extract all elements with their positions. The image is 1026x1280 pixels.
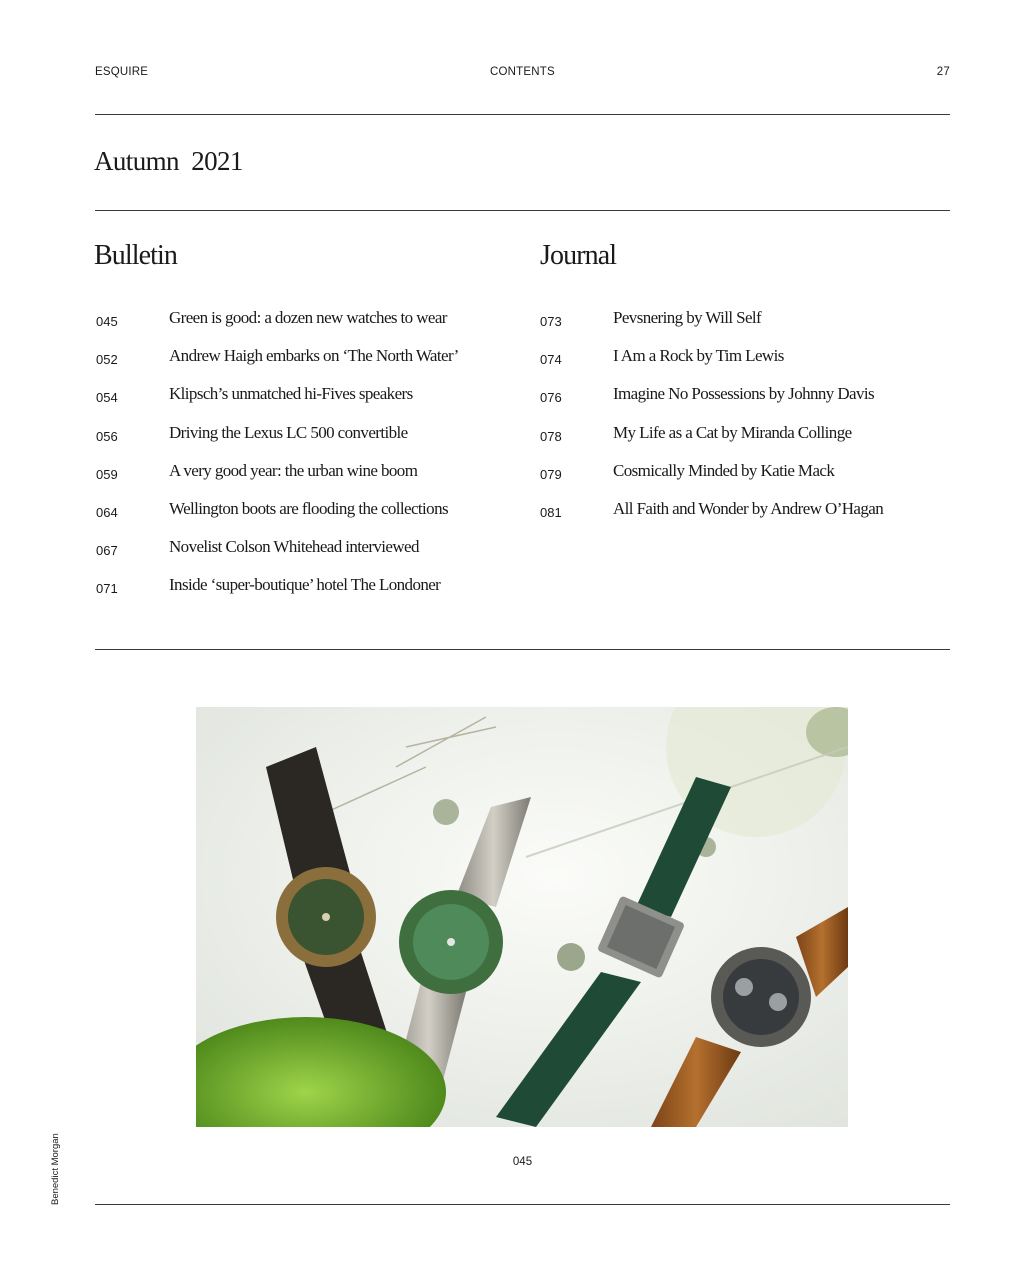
entry-title: My Life as a Cat by Miranda Collinge	[613, 422, 852, 442]
entry-title: All Faith and Wonder by Andrew O’Hagan	[613, 498, 884, 518]
section-label: CONTENTS	[490, 66, 555, 78]
entry-title: Klipsch’s unmatched hi-Fives speakers	[169, 384, 413, 404]
entry-page-number: 045	[96, 314, 118, 329]
publication-name: ESQUIRE	[95, 66, 149, 78]
photo-caption: 045	[512, 1156, 533, 1168]
entry-title: Imagine No Possessions by Johnny Davis	[613, 384, 875, 404]
entry-page-number: 059	[96, 466, 118, 482]
entry-page-number: 054	[96, 390, 118, 406]
journal-heading: Journal	[540, 240, 617, 271]
footer-divider	[95, 1204, 950, 1205]
entry-page-number: 079	[540, 466, 562, 482]
entry-page-number: 078	[540, 428, 562, 444]
entry-title: Green is good: a dozen new watches to wear	[169, 308, 447, 327]
entry-page-number: 076	[540, 390, 562, 406]
entry-page-number: 067	[96, 543, 118, 559]
entry-title: Cosmically Minded by Katie Mack	[613, 460, 835, 480]
entry-title: Pevsnering by Will Self	[613, 308, 762, 327]
entry-title: A very good year: the urban wine boom	[169, 460, 418, 480]
entry-title: Driving the Lexus LC 500 convertible	[169, 422, 408, 442]
title-divider	[95, 210, 950, 211]
entry-title: I Am a Rock by Tim Lewis	[613, 346, 784, 366]
entry-page-number: 056	[96, 428, 118, 444]
entry-title: Wellington boots are flooding the collections	[169, 498, 448, 518]
entry-page-number: 073	[540, 314, 562, 329]
entry-title: Andrew Haigh embarks on ‘The North Water’	[169, 346, 459, 366]
entry-page-number: 081	[540, 504, 562, 520]
entry-title: Inside ‘super-boutique’ hotel The Londoner	[169, 575, 441, 595]
issue-title: Autumn 2021	[94, 146, 243, 176]
contents-divider	[95, 649, 950, 650]
entry-page-number: 074	[540, 352, 562, 368]
entry-page-number: 071	[96, 581, 118, 597]
bulletin-heading: Bulletin	[94, 240, 178, 271]
entry-page-number: 064	[96, 504, 118, 520]
page-number: 27	[936, 66, 950, 78]
entry-page-number: 052	[96, 352, 118, 368]
photo-credit: Benedict Morgan	[50, 1133, 61, 1205]
running-header	[95, 66, 950, 80]
entry-title: Novelist Colson Whitehead interviewed	[169, 537, 419, 557]
feature-photo	[196, 707, 848, 1127]
header-divider	[95, 114, 950, 115]
